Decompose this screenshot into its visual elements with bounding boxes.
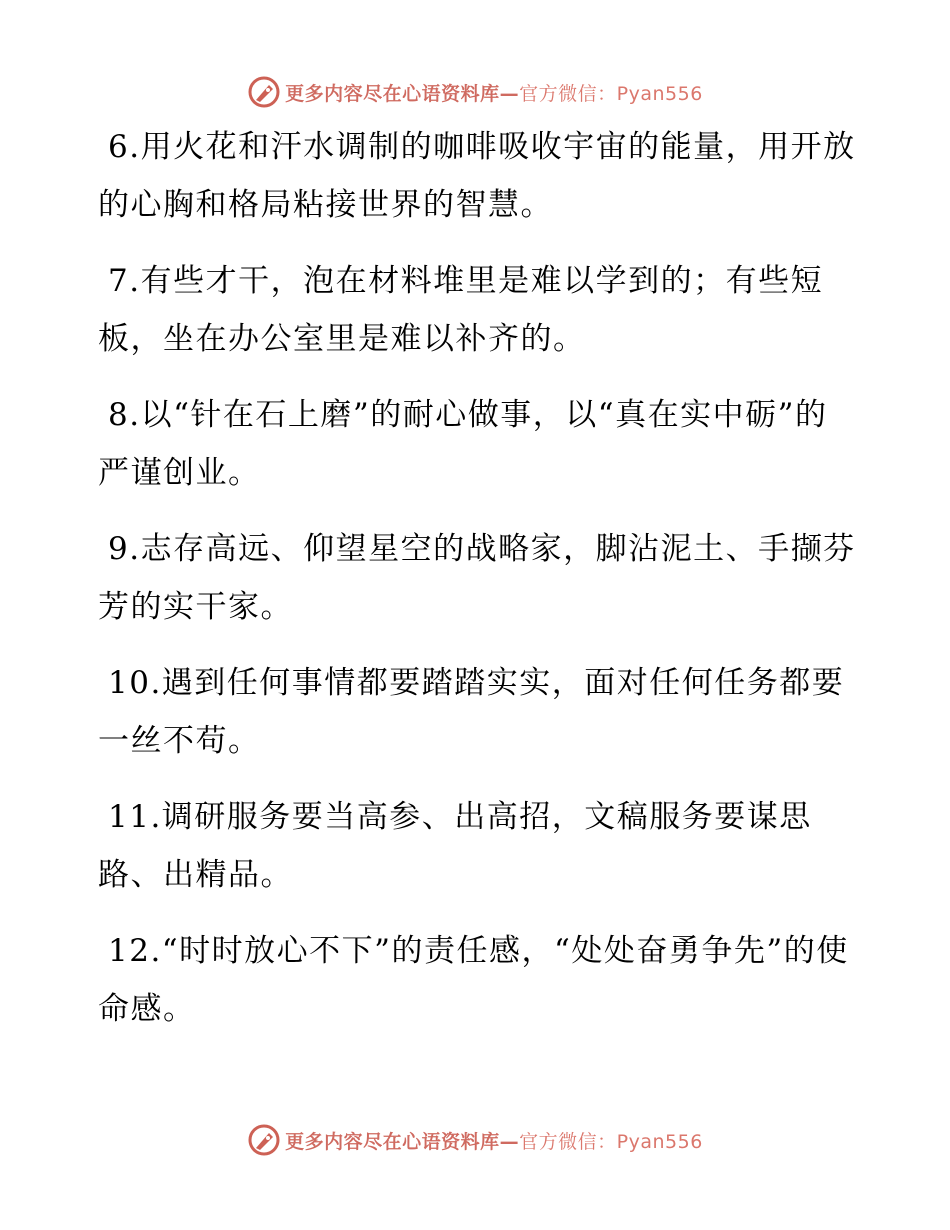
header-watermark-banner	[0, 72, 950, 112]
header-banner-wechat: 官方微信：Pyan556	[519, 82, 703, 105]
header-watermark-text	[285, 79, 703, 106]
footer-watermark-banner	[0, 1120, 950, 1160]
header-banner-dash: —	[499, 82, 520, 105]
quote-item-6: 6.用火花和汗水调制的咖啡吸收宇宙的能量，用开放的心胸和格局粘接世界的智慧。	[98, 129, 856, 223]
pen-nib-logo-icon	[247, 75, 281, 109]
footer-watermark-text	[285, 1127, 703, 1154]
quote-item-10: 10.遇到任何事情都要踏踏实实，面对任何任务都要一丝不苟。	[98, 665, 845, 759]
quote-item-9: 9.志存高远、仰望星空的战略家，脚沾泥土、手撷芬芳的实干家。	[98, 531, 856, 625]
footer-banner-main: 更多内容尽在心语资料库	[285, 1130, 500, 1153]
document-body	[98, 118, 858, 1056]
quote-item-8: 8.以“针在石上磨”的耐心做事，以“真在实中砺”的严谨创业。	[98, 397, 828, 491]
quote-item-12: 12.“时时放心不下”的责任感，“处处奋勇争先”的使命感。	[98, 933, 849, 1027]
footer-banner-wechat: 官方微信：Pyan556	[519, 1130, 703, 1153]
quote-item-11: 11.调研服务要当高参、出高招，文稿服务要谋思路、出精品。	[98, 799, 812, 893]
footer-banner-dash: —	[499, 1130, 520, 1153]
quote-item-7: 7.有些才干，泡在材料堆里是难以学到的；有些短板，坐在办公室里是难以补齐的。	[98, 263, 824, 357]
pen-nib-logo-icon	[247, 1123, 281, 1157]
header-banner-main: 更多内容尽在心语资料库	[285, 82, 500, 105]
